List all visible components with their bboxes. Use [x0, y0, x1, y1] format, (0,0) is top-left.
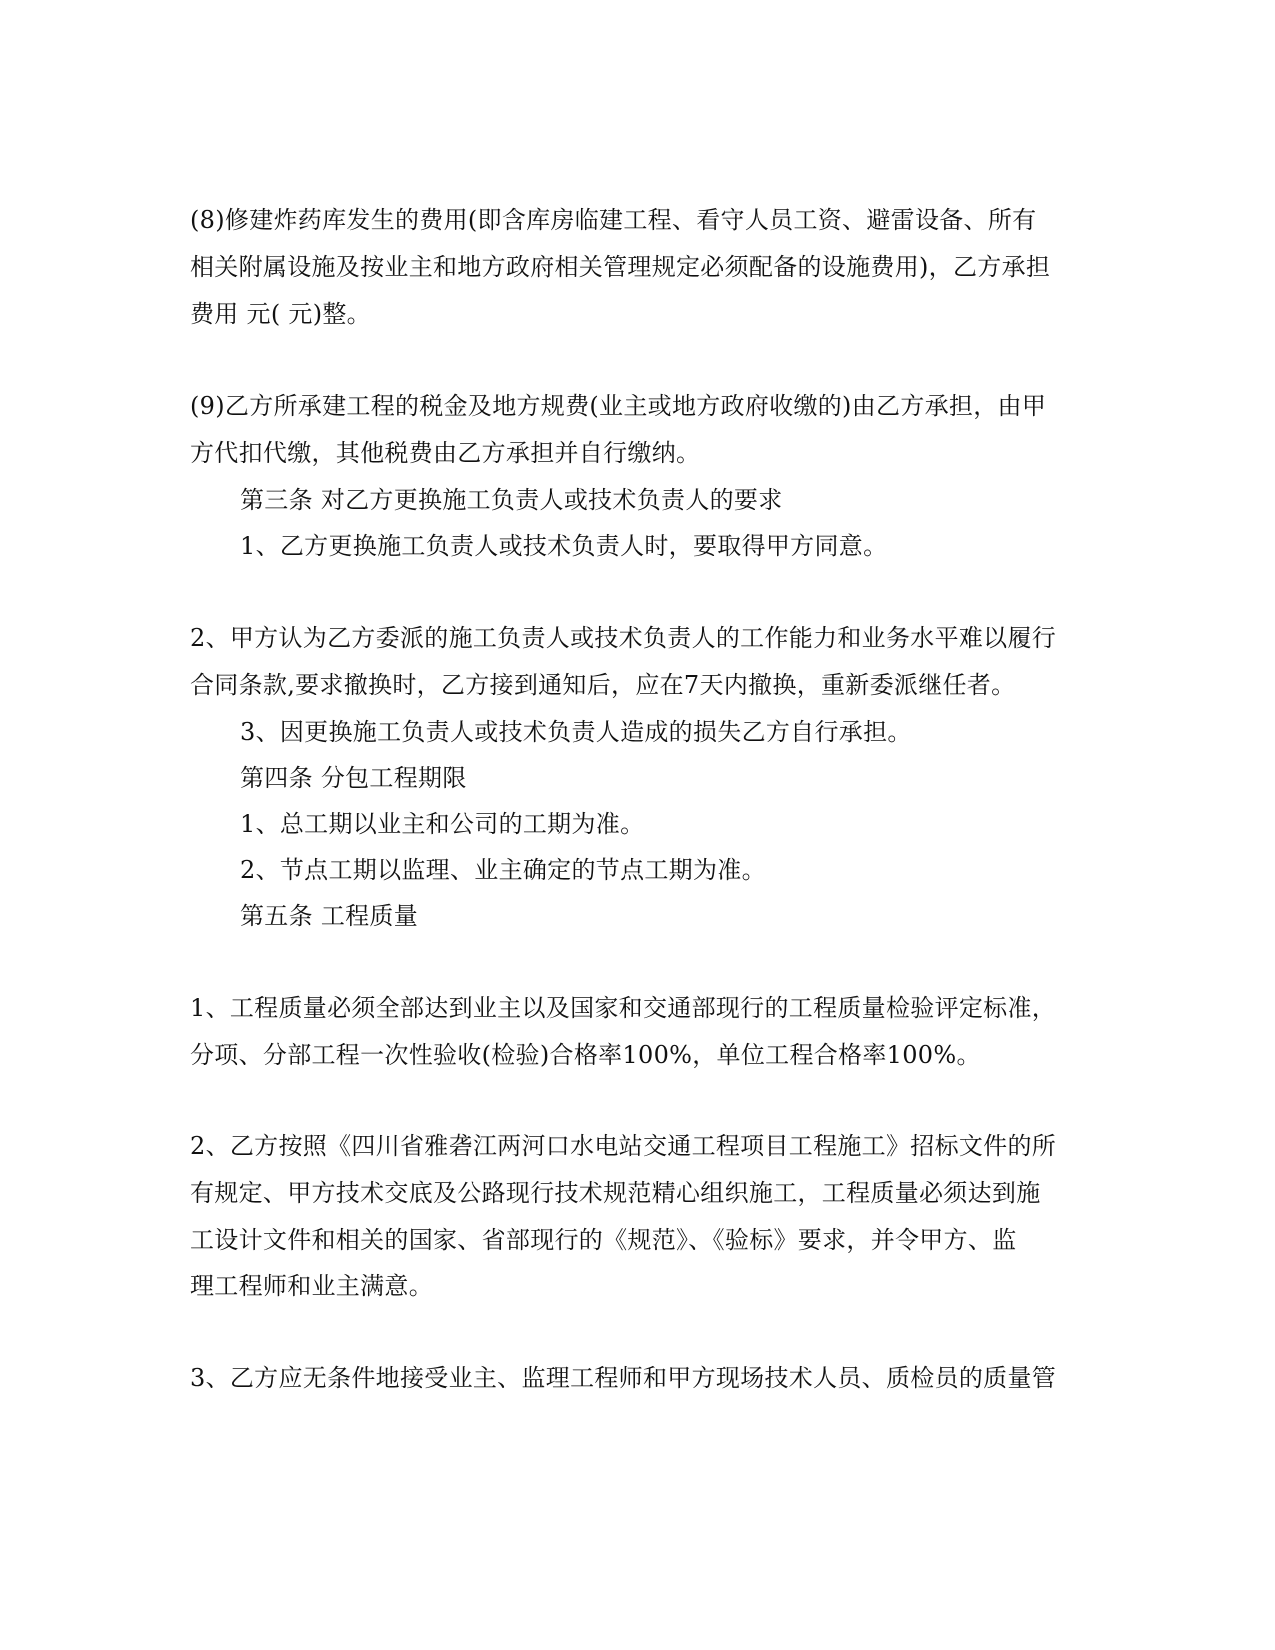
article-3-item-1: 1、乙方更换施工负责人或技术负责人时，要取得甲方同意。 — [240, 532, 888, 560]
clause-8-line-1: (8)修建炸药库发生的费用(即含库房临建工程、看守人员工资、避雷设备、所有 — [190, 206, 1037, 234]
article-4-heading: 第四条 分包工程期限 — [240, 764, 467, 792]
article-3-heading: 第三条 对乙方更换施工负责人或技术负责人的要求 — [240, 486, 783, 514]
article-3-item-2-line-1: 2、甲方认为乙方委派的施工负责人或技术负责人的工作能力和业务水平难以履行 — [190, 624, 1057, 652]
article-5-item-2-line-1: 2、乙方按照《四川省雅砻江两河口水电站交通工程项目工程施工》招标文件的所 — [190, 1132, 1057, 1160]
article-3-item-3: 3、因更换施工负责人或技术负责人造成的损失乙方自行承担。 — [240, 718, 912, 746]
article-4-item-2: 2、节点工期以监理、业主确定的节点工期为准。 — [240, 856, 766, 884]
article-4-item-1: 1、总工期以业主和公司的工期为准。 — [240, 810, 645, 838]
clause-9-line-1: (9)乙方所承建工程的税金及地方规费(业主或地方政府收缴的)由乙方承担，由甲 — [190, 392, 1047, 420]
clause-8-line-3: 费用 元( 元)整。 — [190, 300, 371, 328]
clause-9-line-2: 方代扣代缴，其他税费由乙方承担并自行缴纳。 — [190, 439, 701, 467]
article-5-item-1-line-2: 分项、分部工程一次性验收(检验)合格率100%，单位工程合格率100%。 — [190, 1041, 981, 1069]
article-5-item-2-line-4: 理工程师和业主满意。 — [190, 1272, 433, 1300]
article-5-item-2-line-2: 有规定、甲方技术交底及公路现行技术规范精心组织施工，工程质量必须达到施 — [190, 1179, 1041, 1207]
article-5-item-2-line-3: 工设计文件和相关的国家、省部现行的《规范》、《验标》要求，并令甲方、监 — [190, 1226, 1017, 1254]
article-5-item-3-line-1: 3、乙方应无条件地接受业主、监理工程师和甲方现场技术人员、质检员的质量管 — [190, 1364, 1057, 1392]
clause-8-line-2: 相关附属设施及按业主和地方政府相关管理规定必须配备的设施费用)，乙方承担 — [190, 253, 1051, 281]
article-3-item-2-line-2: 合同条款,要求撤换时，乙方接到通知后，应在7天内撤换，重新委派继任者。 — [190, 671, 1016, 699]
article-5-heading: 第五条 工程质量 — [240, 902, 419, 930]
article-5-item-1-line-1: 1、工程质量必须全部达到业主以及国家和交通部现行的工程质量检验评定标准， — [190, 994, 1057, 1022]
